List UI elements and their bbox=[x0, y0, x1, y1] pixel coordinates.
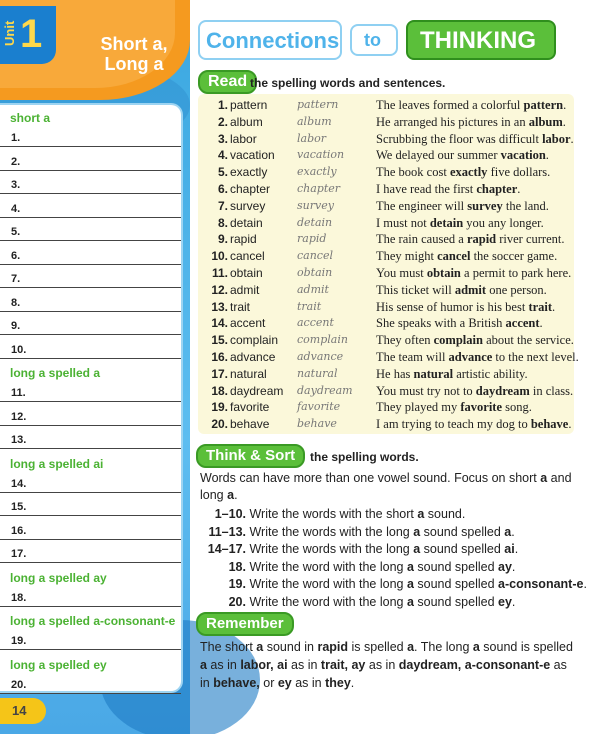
word-row bbox=[198, 400, 574, 417]
cursive-word: trait bbox=[297, 299, 322, 313]
answer-line[interactable] bbox=[0, 221, 181, 241]
spelling-word: trait bbox=[230, 299, 251, 314]
read-instruction: the spelling words and sentences. bbox=[250, 76, 446, 90]
spelling-word: detain bbox=[230, 215, 263, 230]
unit-number: 1 bbox=[20, 12, 43, 56]
spelling-word: complain bbox=[230, 333, 279, 348]
spelling-word: natural bbox=[230, 366, 267, 381]
answer-number: 12. bbox=[11, 410, 27, 423]
word-number: 12. bbox=[211, 282, 228, 297]
spelling-word: advance bbox=[230, 350, 276, 364]
cursive-word: detain bbox=[297, 215, 333, 229]
answer-line[interactable] bbox=[0, 520, 181, 540]
word-number: 4. bbox=[217, 148, 228, 163]
section-heading: long a spelled a bbox=[10, 366, 101, 380]
word-row bbox=[198, 333, 574, 350]
example-sentence: They often complain about the service. bbox=[376, 333, 574, 348]
answer-number: 19. bbox=[11, 635, 27, 647]
answer-number: 6. bbox=[11, 249, 21, 262]
think-sort-instruction: the spelling words. bbox=[310, 450, 419, 464]
cursive-word: admit bbox=[297, 282, 329, 296]
cursive-word: exactly bbox=[297, 165, 337, 179]
word-row bbox=[198, 165, 574, 182]
example-sentence: He arranged his pictures in an album. bbox=[376, 114, 566, 129]
answer-number: 10. bbox=[11, 343, 27, 356]
section-heading: long a spelled a-consonant-e bbox=[10, 614, 176, 628]
word-row bbox=[198, 283, 574, 300]
sort-number: 20. bbox=[228, 594, 246, 609]
answer-line[interactable] bbox=[0, 429, 181, 449]
answer-number: 14. bbox=[11, 477, 27, 490]
cursive-word: natural bbox=[297, 366, 338, 380]
word-number: 6. bbox=[217, 182, 228, 196]
answer-number: 3. bbox=[11, 179, 21, 191]
cursive-word: complain bbox=[297, 333, 348, 347]
word-number: 14. bbox=[211, 316, 228, 331]
example-sentence: I must not detain you any longer. bbox=[376, 215, 544, 230]
sort-number: 18. bbox=[228, 559, 246, 574]
example-sentence: She speaks with a British accent. bbox=[376, 316, 543, 331]
word-row bbox=[198, 232, 574, 249]
spelling-word: vacation bbox=[230, 148, 275, 163]
answer-line[interactable] bbox=[0, 315, 181, 335]
page-number: 14 bbox=[0, 698, 46, 724]
cursive-word: cancel bbox=[297, 249, 333, 263]
answer-line[interactable] bbox=[0, 630, 181, 650]
remember-text: The short a sound in rapid is spelled a. The long a sound is spelled a as in labor, ai as in trait, ay as in daydream, a-consonant-e as in behave, or ey as in they. bbox=[200, 640, 573, 690]
word-row bbox=[198, 350, 579, 367]
cursive-word: favorite bbox=[297, 400, 341, 414]
answer-line[interactable] bbox=[0, 473, 181, 493]
cursive-word: album bbox=[297, 114, 332, 128]
spelling-word: admit bbox=[230, 282, 260, 297]
word-number: 3. bbox=[217, 131, 228, 146]
cursive-word: survey bbox=[297, 198, 334, 212]
think-sort-intro: Words can have more than one vowel sound. Focus on short a and long a. bbox=[200, 471, 572, 502]
section-heading: long a spelled ay bbox=[10, 570, 107, 585]
unit-tab bbox=[0, 6, 56, 64]
word-row bbox=[198, 148, 574, 165]
spelling-word: pattern bbox=[230, 98, 268, 112]
sort-instruction bbox=[202, 542, 518, 559]
spelling-word: favorite bbox=[230, 400, 270, 415]
cursive-word: chapter bbox=[297, 182, 341, 195]
sort-text: Write the words with the short a sound. bbox=[246, 507, 466, 521]
example-sentence: I have read the first chapter. bbox=[376, 182, 521, 196]
answer-number: 2. bbox=[11, 155, 21, 168]
word-row bbox=[198, 316, 574, 333]
sort-text: Write the word with the long a sound spelled ey. bbox=[246, 594, 516, 609]
answer-line[interactable] bbox=[0, 292, 181, 312]
answer-line[interactable] bbox=[0, 127, 181, 147]
word-number: 20. bbox=[211, 417, 228, 432]
word-row bbox=[198, 199, 574, 216]
word-number: 18. bbox=[211, 383, 228, 398]
sort-number: 19. bbox=[228, 577, 246, 591]
header-connections: Connections bbox=[198, 20, 342, 60]
example-sentence: The engineer will survey the land. bbox=[376, 198, 549, 213]
think-sort-label: Think & Sort bbox=[196, 444, 305, 468]
sort-number: 14–17. bbox=[207, 542, 246, 556]
cursive-word: pattern bbox=[297, 98, 339, 111]
spelling-word: survey bbox=[230, 198, 266, 213]
spelling-word: behave bbox=[230, 417, 270, 432]
answer-line[interactable] bbox=[0, 496, 181, 516]
word-number: 17. bbox=[211, 366, 228, 381]
answer-line[interactable] bbox=[0, 151, 181, 171]
answer-number: 4. bbox=[11, 202, 21, 215]
spelling-word: obtain bbox=[230, 266, 263, 280]
word-row bbox=[198, 216, 574, 233]
example-sentence: The book cost exactly five dollars. bbox=[376, 165, 551, 180]
example-sentence: The leaves formed a colorful pattern. bbox=[376, 98, 567, 112]
example-sentence: The team will advance to the next level. bbox=[376, 350, 579, 364]
section-heading: long a spelled ey bbox=[10, 657, 107, 672]
answer-number: 20. bbox=[11, 678, 27, 691]
word-number: 8. bbox=[217, 215, 228, 230]
word-list-panel bbox=[0, 103, 183, 693]
word-number: 9. bbox=[217, 232, 228, 247]
spelling-word: chapter bbox=[230, 182, 271, 196]
unit-label: Unit bbox=[2, 20, 17, 46]
answer-number: 13. bbox=[11, 434, 27, 446]
answer-line[interactable] bbox=[0, 339, 181, 359]
example-sentence: He has natural artistic ability. bbox=[376, 366, 528, 381]
section-heading: long a spelled ai bbox=[10, 456, 104, 471]
cursive-word: rapid bbox=[297, 232, 327, 246]
sort-instruction bbox=[202, 525, 515, 542]
header-to: to bbox=[350, 24, 398, 56]
word-row bbox=[198, 300, 574, 317]
spelling-word: accent bbox=[230, 316, 266, 331]
sort-text: Write the words with the long a sound spelled a. bbox=[246, 524, 515, 539]
sort-instruction bbox=[202, 560, 515, 577]
answer-line[interactable] bbox=[0, 245, 181, 265]
spelling-word-table bbox=[198, 94, 579, 434]
word-row bbox=[198, 115, 574, 132]
example-sentence: You must obtain a permit to park here. bbox=[376, 266, 572, 280]
sort-number: 11–13. bbox=[208, 524, 246, 539]
spelling-word: cancel bbox=[230, 249, 265, 264]
cursive-word: accent bbox=[297, 316, 334, 330]
answer-number: 18. bbox=[11, 591, 27, 604]
answer-line[interactable] bbox=[0, 406, 181, 426]
word-number: 2. bbox=[217, 114, 228, 129]
word-row bbox=[198, 384, 574, 401]
sort-number: 1–10. bbox=[214, 507, 246, 521]
cursive-word: daydream bbox=[297, 383, 353, 397]
answer-line[interactable] bbox=[0, 198, 181, 218]
spelling-word: labor bbox=[230, 131, 257, 146]
example-sentence: His sense of humor is his best trait. bbox=[376, 299, 556, 314]
example-sentence: They played my favorite song. bbox=[376, 400, 532, 415]
word-number: 7. bbox=[217, 198, 228, 213]
answer-number: 16. bbox=[11, 524, 27, 537]
word-row bbox=[198, 266, 574, 283]
word-number: 16. bbox=[211, 350, 228, 364]
answer-number: 1. bbox=[11, 132, 21, 144]
answer-line[interactable] bbox=[0, 174, 181, 194]
word-row bbox=[198, 182, 574, 199]
spelling-word: daydream bbox=[230, 383, 284, 398]
spelling-word: album bbox=[230, 114, 263, 129]
sort-instruction bbox=[202, 595, 515, 612]
answer-line[interactable] bbox=[0, 674, 181, 694]
sort-text: Write the word with the long a sound spelled ay. bbox=[246, 559, 516, 574]
spelling-word: rapid bbox=[230, 232, 257, 247]
word-number: 5. bbox=[217, 165, 228, 180]
word-number: 11. bbox=[211, 266, 228, 280]
remember-label: Remember bbox=[196, 612, 294, 636]
word-row bbox=[198, 98, 574, 115]
example-sentence: Scrubbing the floor was difficult labor. bbox=[376, 131, 574, 146]
sort-instruction bbox=[202, 507, 465, 524]
cursive-word: advance bbox=[297, 350, 344, 363]
answer-number: 5. bbox=[11, 226, 21, 238]
word-number: 1. bbox=[217, 98, 228, 112]
unit-title: Short a, Long a bbox=[100, 34, 168, 74]
sort-text: Write the word with the long a sound spelled a-consonant-e. bbox=[246, 577, 587, 591]
answer-number: 7. bbox=[11, 273, 21, 285]
answer-line[interactable] bbox=[0, 543, 181, 563]
answer-number: 15. bbox=[11, 501, 27, 513]
cursive-word: labor bbox=[297, 131, 326, 145]
spelling-word: exactly bbox=[230, 165, 268, 180]
answer-line[interactable] bbox=[0, 268, 181, 288]
word-number: 10. bbox=[211, 249, 228, 264]
answer-line[interactable] bbox=[0, 382, 181, 402]
cursive-word: behave bbox=[297, 417, 337, 431]
word-row bbox=[198, 367, 574, 384]
example-sentence: You must try not to daydream in class. bbox=[376, 383, 574, 398]
word-number: 15. bbox=[211, 333, 228, 348]
example-sentence: This ticket will admit one person. bbox=[376, 282, 547, 297]
word-row bbox=[198, 132, 574, 149]
word-row bbox=[198, 417, 574, 434]
answer-number: 8. bbox=[11, 296, 21, 309]
answer-line[interactable] bbox=[0, 587, 181, 607]
header-thinking: THINKING bbox=[406, 20, 556, 60]
sort-instruction bbox=[202, 577, 587, 594]
answer-number: 11. bbox=[11, 387, 26, 399]
cursive-word: obtain bbox=[297, 266, 333, 279]
sort-text: Write the words with the long a sound spelled ai. bbox=[246, 542, 519, 556]
word-row bbox=[198, 249, 574, 266]
example-sentence: I am trying to teach my dog to behave. bbox=[376, 417, 572, 432]
answer-number: 17. bbox=[11, 548, 27, 560]
example-sentence: We delayed our summer vacation. bbox=[376, 148, 549, 163]
example-sentence: They might cancel the soccer game. bbox=[376, 249, 558, 264]
answer-number: 9. bbox=[11, 320, 21, 332]
word-number: 13. bbox=[211, 299, 228, 314]
section-heading: short a bbox=[10, 111, 51, 125]
example-sentence: The rain caused a rapid river current. bbox=[376, 232, 565, 247]
word-number: 19. bbox=[211, 400, 228, 415]
cursive-word: vacation bbox=[297, 148, 345, 162]
read-label: Read bbox=[198, 70, 257, 94]
